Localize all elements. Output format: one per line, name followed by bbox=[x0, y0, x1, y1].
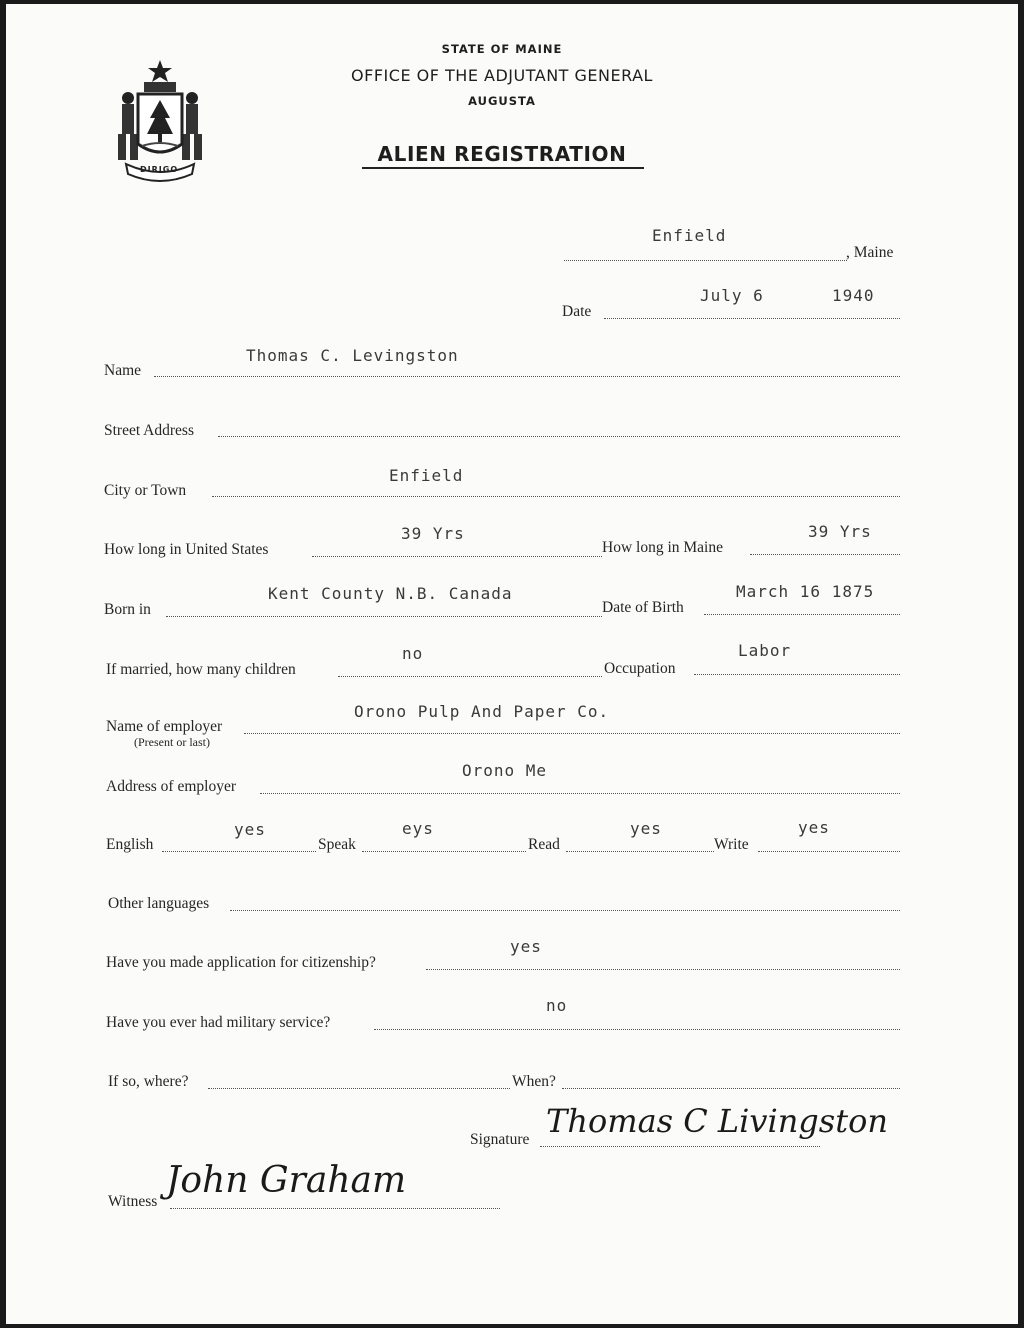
name-label: Name bbox=[104, 362, 142, 379]
how-long-us-line bbox=[312, 556, 602, 557]
city-value: Enfield bbox=[389, 466, 464, 485]
dob-label: Date of Birth bbox=[602, 599, 684, 616]
signature-label: Signature bbox=[470, 1131, 530, 1148]
how-long-maine-value: 39 Yrs bbox=[808, 522, 872, 541]
maine-state-seal-icon bbox=[104, 56, 216, 186]
city-line bbox=[212, 496, 900, 497]
write-value: yes bbox=[798, 818, 830, 837]
children-value: no bbox=[402, 644, 424, 663]
born-in-value: Kent County N.B. Canada bbox=[268, 584, 513, 603]
other-languages-line bbox=[230, 910, 900, 911]
military-label: Have you ever had military service? bbox=[106, 1014, 331, 1031]
when-line bbox=[562, 1088, 900, 1089]
employer-value: Orono Pulp And Paper Co. bbox=[354, 702, 610, 721]
signature-line bbox=[540, 1146, 820, 1147]
occupation-line bbox=[694, 674, 900, 675]
military-line bbox=[374, 1029, 900, 1030]
form-title: ALIEN REGISTRATION bbox=[377, 142, 627, 166]
write-line bbox=[758, 851, 900, 852]
name-value: Thomas C. Levingston bbox=[246, 346, 459, 365]
english-value: yes bbox=[234, 820, 266, 839]
date-month-day: July 6 bbox=[700, 286, 764, 305]
citizenship-label: Have you made application for citizenship? bbox=[106, 954, 376, 971]
date-label: Date bbox=[562, 303, 592, 320]
dob-value: March 16 1875 bbox=[736, 582, 875, 601]
employer-line bbox=[244, 733, 900, 734]
write-label: Write bbox=[714, 836, 749, 853]
speak-line bbox=[362, 851, 526, 852]
header-office: OFFICE OF THE ADJUTANT GENERAL bbox=[351, 66, 653, 85]
children-label: If married, how many children bbox=[106, 661, 296, 678]
read-line bbox=[566, 851, 714, 852]
signature-value: Thomas C Livingston bbox=[546, 1102, 888, 1140]
witness-line bbox=[170, 1208, 500, 1209]
employer-address-label: Address of employer bbox=[106, 778, 236, 795]
name-line bbox=[154, 376, 900, 377]
other-languages-label: Other languages bbox=[108, 895, 210, 912]
title-underline bbox=[362, 167, 644, 169]
date-year: 1940 bbox=[832, 286, 875, 305]
where-line bbox=[208, 1088, 510, 1089]
born-in-line bbox=[166, 616, 602, 617]
town-value: Enfield bbox=[652, 226, 727, 245]
born-in-label: Born in bbox=[104, 601, 151, 618]
maine-label: , Maine bbox=[846, 244, 894, 261]
citizenship-line bbox=[426, 969, 900, 970]
street-address-label: Street Address bbox=[104, 422, 194, 439]
employer-label: Name of employer bbox=[106, 718, 223, 735]
speak-value: eys bbox=[402, 819, 434, 838]
dob-line bbox=[704, 614, 900, 615]
seal-motto: DIRIGO bbox=[140, 165, 179, 174]
witness-label: Witness bbox=[108, 1193, 158, 1210]
read-label: Read bbox=[528, 836, 560, 853]
english-line bbox=[162, 851, 316, 852]
how-long-us-label: How long in United States bbox=[104, 541, 269, 558]
where-label: If so, where? bbox=[108, 1073, 189, 1090]
witness-value: John Graham bbox=[166, 1160, 407, 1201]
header-state: STATE OF MAINE bbox=[441, 42, 563, 56]
occupation-label: Occupation bbox=[604, 660, 676, 677]
employer-address-line bbox=[260, 793, 900, 794]
employer-sublabel: (Present or last) bbox=[134, 735, 210, 749]
how-long-us-value: 39 Yrs bbox=[401, 524, 465, 543]
how-long-maine-label: How long in Maine bbox=[602, 539, 723, 556]
how-long-maine-line bbox=[750, 554, 900, 555]
occupation-value: Labor bbox=[738, 641, 792, 660]
speak-label: Speak bbox=[318, 836, 356, 853]
english-label: English bbox=[106, 836, 154, 853]
citizenship-value: yes bbox=[510, 937, 542, 956]
town-line bbox=[564, 260, 847, 261]
children-line bbox=[338, 676, 602, 677]
header-city: AUGUSTA bbox=[468, 94, 536, 108]
form-sheet bbox=[6, 4, 1018, 1324]
employer-address-value: Orono Me bbox=[462, 761, 548, 780]
city-label: City or Town bbox=[104, 482, 187, 499]
street-address-line bbox=[218, 436, 900, 437]
date-line bbox=[604, 318, 900, 319]
when-label: When? bbox=[512, 1073, 556, 1090]
military-value: no bbox=[546, 996, 568, 1015]
read-value: yes bbox=[630, 819, 662, 838]
